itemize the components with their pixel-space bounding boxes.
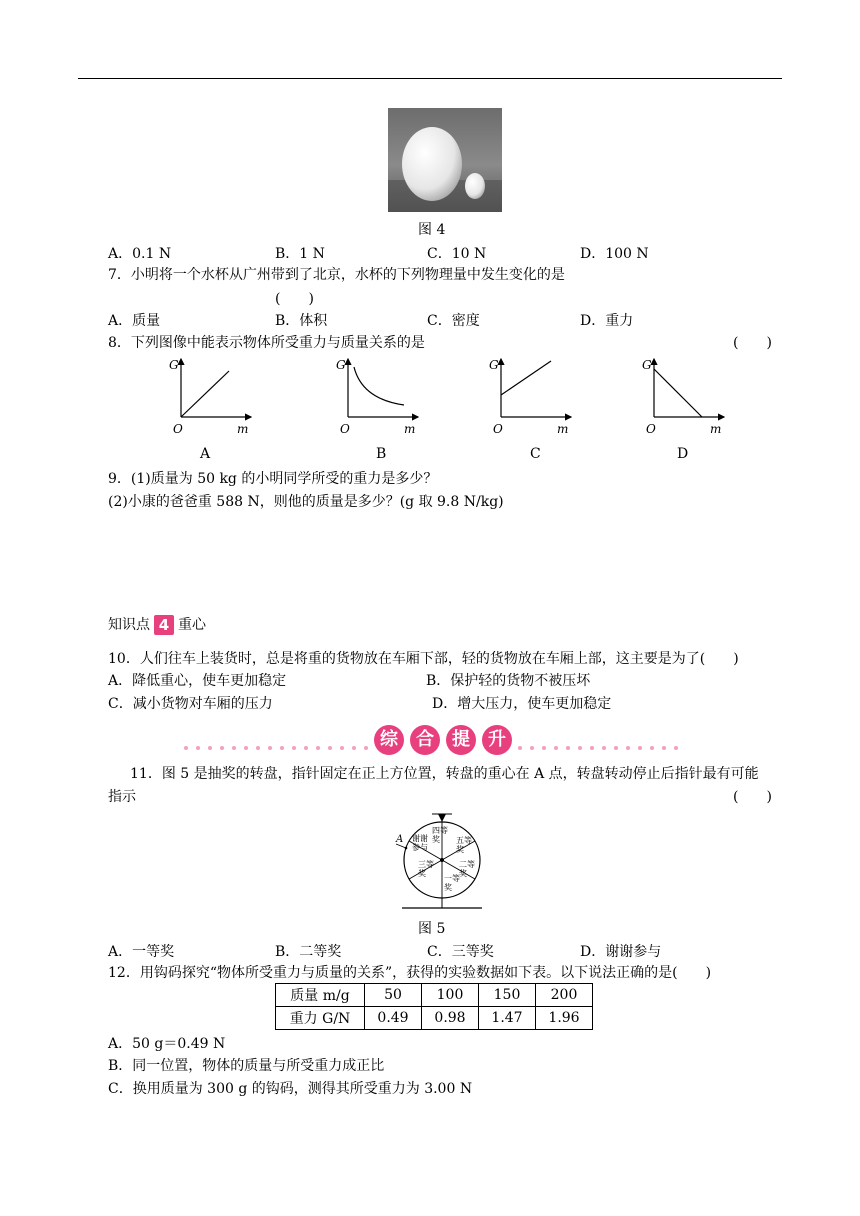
q12-data-table: [275, 983, 593, 1030]
q11-option-d[interactable]: D．谢谢参与: [580, 944, 662, 960]
q10-stem: 10．人们往车上装货时，总是将重的货物放在车厢下部，轻的货物放在车厢上部，这主要是为了( ): [108, 651, 739, 667]
table-cell: 100: [422, 984, 479, 1007]
graph-b[interactable]: [332, 355, 422, 437]
banner-char-4: 升: [482, 725, 512, 755]
q6-option-a[interactable]: A．0.1 N: [108, 246, 172, 262]
table-row-weight: [276, 1007, 593, 1030]
table-row-mass: [276, 984, 593, 1007]
q7-answer-paren[interactable]: ( ): [275, 291, 314, 307]
graph-a-label: A: [200, 446, 211, 462]
banner-char-3: 提: [446, 725, 476, 755]
q8-stem: 8．下列图像中能表示物体所受重力与质量关系的是: [108, 335, 425, 351]
q11-answer-paren[interactable]: ( ): [733, 789, 772, 805]
table-cell: 1.96: [536, 1007, 593, 1030]
q12-option-a[interactable]: A．50 g＝0.49 N: [108, 1036, 226, 1052]
graph-c[interactable]: [485, 355, 575, 437]
q10-option-d[interactable]: D．增大压力，使车更加稳定: [432, 696, 612, 712]
graph-d-label: D: [677, 446, 689, 462]
graph-b-y-label: G: [336, 358, 346, 372]
graph-d-origin: O: [646, 422, 656, 436]
q10-option-b[interactable]: B．保护轻的货物不被压坏: [426, 673, 591, 689]
q12-option-c[interactable]: C．换用质量为 300 g 的钩码，测得其所受重力为 3.00 N: [108, 1081, 473, 1097]
banner-dots-left: [184, 738, 376, 742]
q7-option-c[interactable]: C．密度: [427, 313, 480, 329]
graph-a-x-label: m: [237, 422, 249, 436]
q11-option-b[interactable]: B．二等奖: [275, 944, 342, 960]
table-cell: 50: [365, 984, 422, 1007]
graph-c-x-label: m: [557, 422, 569, 436]
q11-stem-line2: 指示: [108, 789, 136, 805]
table-cell: 200: [536, 984, 593, 1007]
q6-option-d[interactable]: D．100 N: [580, 246, 649, 262]
table-cell: 150: [479, 984, 536, 1007]
section-title: 重心: [178, 617, 206, 633]
prize-wheel-figure: [392, 808, 492, 912]
graph-c-y-label: G: [489, 358, 499, 372]
graph-b-label: B: [376, 446, 387, 462]
egg-photo: [388, 108, 502, 212]
sector-1st: 一等奖: [444, 874, 460, 892]
table-header-weight: 重力 G/N: [276, 1007, 365, 1030]
graph-d[interactable]: [638, 355, 728, 437]
sector-thanks: 谢谢参与: [412, 834, 428, 852]
q11-option-a[interactable]: A．一等奖: [108, 944, 175, 960]
graph-c-label: C: [530, 446, 541, 462]
graph-d-x-label: m: [710, 422, 722, 436]
header-rule: [78, 78, 782, 79]
section-prefix: 知识点: [108, 617, 150, 633]
graph-a[interactable]: [165, 355, 255, 437]
q8-answer-paren[interactable]: ( ): [733, 335, 772, 351]
section-heading: [108, 614, 206, 635]
graph-b-origin: O: [340, 422, 350, 436]
table-cell: 0.49: [365, 1007, 422, 1030]
q7-option-b[interactable]: B．体积: [275, 313, 328, 329]
sector-4th: 四等奖: [432, 826, 448, 844]
section-number-badge: 4: [154, 615, 174, 635]
table-cell: 0.98: [422, 1007, 479, 1030]
q7-stem: 7．小明将一个水杯从广州带到了北京，水杯的下列物理量中发生变化的是: [108, 267, 565, 283]
sector-3rd: 三等奖: [418, 860, 434, 878]
q7-option-d[interactable]: D．重力: [580, 313, 634, 329]
sector-2nd: 二等奖: [459, 860, 475, 878]
q12-option-b[interactable]: B．同一位置，物体的质量与所受重力成正比: [108, 1058, 385, 1074]
graph-a-y-label: G: [169, 358, 179, 372]
sector-5th: 五等奖: [456, 836, 472, 854]
q10-option-a[interactable]: A．降低重心，使车更加稳定: [108, 673, 287, 689]
graph-d-y-label: G: [642, 358, 652, 372]
q6-option-b[interactable]: B．1 N: [275, 246, 325, 262]
q7-option-a[interactable]: A．质量: [108, 313, 161, 329]
q10-option-c[interactable]: C．减小货物对车厢的压力: [108, 696, 273, 712]
table-header-mass: 质量 m/g: [276, 984, 365, 1007]
q6-option-c[interactable]: C．10 N: [427, 246, 487, 262]
q11-option-c[interactable]: C．三等奖: [427, 944, 494, 960]
graph-c-origin: O: [493, 422, 503, 436]
fig5-point-label: A: [396, 834, 404, 845]
q9-line1: 9．(1)质量为 50 kg 的小明同学所受的重力是多少？: [108, 471, 438, 487]
fig4-caption: 图 4: [418, 222, 446, 238]
fig5-caption: 图 5: [418, 921, 446, 937]
banner-char-2: 合: [410, 725, 440, 755]
q9-line2: (2)小康的爸爸重 588 N，则他的质量是多少？(g 取 9.8 N/kg): [108, 494, 504, 510]
graph-a-origin: O: [173, 422, 183, 436]
q11-stem-line1: 11．图 5 是抽奖的转盘，指针固定在正上方位置，转盘的重心在 A 点，转盘转动停止后指针最有可能: [130, 766, 759, 782]
q12-stem: 12．用钩码探究“物体所受重力与质量的关系”，获得的实验数据如下表。以下说法正确的是( ): [108, 965, 712, 981]
graph-b-x-label: m: [404, 422, 416, 436]
section-banner: [374, 725, 518, 755]
banner-dots-right: [518, 738, 686, 742]
table-cell: 1.47: [479, 1007, 536, 1030]
banner-char-1: 综: [374, 725, 404, 755]
